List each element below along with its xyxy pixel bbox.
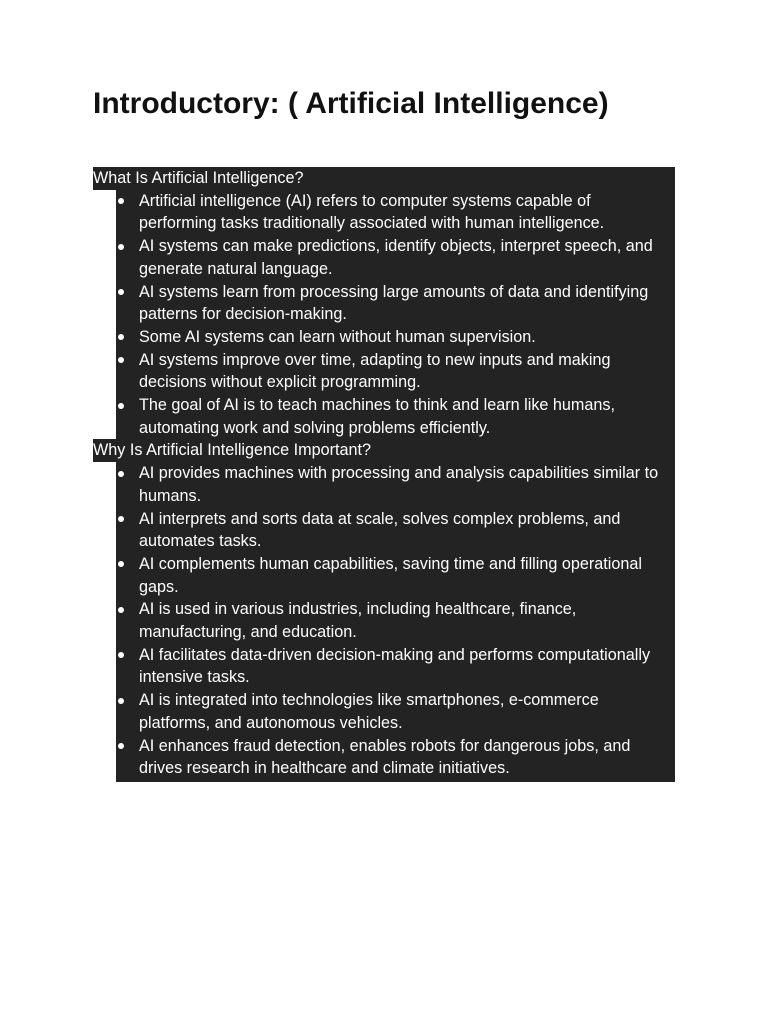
bullet-list-what-is-ai	[93, 190, 675, 440]
list-item	[93, 190, 675, 235]
bullet-icon	[118, 652, 124, 658]
list-item	[93, 235, 675, 280]
list-item	[93, 689, 675, 734]
list-item-text: AI interprets and sorts data at scale, solves complex problems, and automates tasks.	[139, 509, 621, 551]
list-item	[93, 508, 675, 553]
bullet-icon	[118, 743, 124, 749]
list-item-text: AI systems improve over time, adapting to new inputs and making decisions without explicit programming.	[139, 350, 611, 392]
list-item	[93, 553, 675, 598]
section-heading-what-is-ai: What Is Artificial Intelligence?	[93, 167, 308, 190]
list-item-text: AI facilitates data-driven decision-making and performs computationally intensive tasks.	[139, 645, 651, 687]
list-item-text: The goal of AI is to teach machines to think and learn like humans, automating work and solving problems efficiently.	[139, 396, 616, 437]
bullet-list-why-ai-important	[93, 462, 675, 780]
bullet-icon	[118, 561, 124, 567]
list-item	[93, 326, 675, 349]
list-item-text: Some AI systems can learn without human supervision.	[139, 327, 536, 346]
list-item	[93, 462, 675, 507]
document-body	[93, 167, 675, 780]
bullet-icon	[118, 357, 124, 363]
bullet-icon	[118, 244, 124, 250]
list-item-text: AI complements human capabilities, saving time and filling operational gaps.	[139, 554, 642, 596]
list-item	[93, 394, 675, 439]
bullet-icon	[118, 698, 124, 704]
section-heading-row	[93, 439, 675, 462]
list-item-text: AI enhances fraud detection, enables robots for dangerous jobs, and drives research in healthcare and climate initiatives.	[139, 736, 631, 778]
document-title: Introductory: ( Artificial Intelligence)	[93, 87, 609, 120]
list-item	[93, 349, 675, 394]
list-item-text: AI systems learn from processing large amounts of data and identifying patterns for decision-making.	[139, 282, 649, 324]
list-item-text: AI systems can make predictions, identify objects, interpret speech, and generate natural language.	[139, 237, 653, 278]
list-item-text: Artificial intelligence (AI) refers to computer systems capable of performing tasks traditionally associated with human intelligence.	[139, 191, 605, 233]
list-item-text: AI is used in various industries, including healthcare, finance, manufacturing, and education.	[139, 600, 577, 642]
list-item	[93, 281, 675, 326]
list-item-text: AI provides machines with processing and analysis capabilities similar to humans.	[139, 464, 659, 505]
list-item	[93, 644, 675, 689]
list-item-text: AI is integrated into technologies like smartphones, e-commerce platforms, and autonomous vehicles.	[139, 691, 599, 732]
list-item	[93, 598, 675, 643]
section-heading-why-ai-important: Why Is Artificial Intelligence Important?	[93, 439, 375, 462]
bullet-icon	[118, 471, 124, 477]
bullet-icon	[118, 289, 124, 295]
bullet-icon	[118, 403, 124, 409]
bullet-icon	[118, 334, 124, 340]
section-heading-row	[93, 167, 675, 190]
list-item	[93, 735, 675, 780]
bullet-icon	[118, 198, 124, 204]
bullet-icon	[118, 607, 124, 613]
bullet-icon	[118, 516, 124, 522]
